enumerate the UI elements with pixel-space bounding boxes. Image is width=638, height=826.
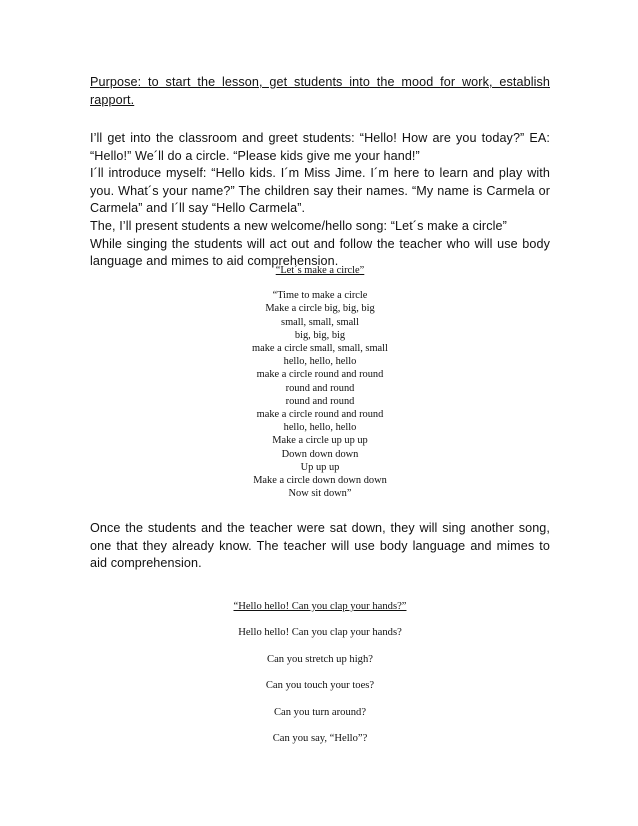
song-line: round and round bbox=[285, 382, 355, 394]
lesson-intro bbox=[90, 130, 550, 271]
song-line: Up up up bbox=[300, 461, 340, 473]
song-line: make a circle round and round bbox=[256, 409, 384, 421]
song-line: Hello hello! Can you clap your hands? bbox=[238, 627, 402, 638]
purpose-statement: Purpose: to start the lesson, get students into the mood for work, establish rapport. bbox=[90, 75, 550, 107]
song-line: round and round bbox=[285, 395, 355, 407]
intro-paragraph: While singing the students will act out and follow the teacher who will use body language and mimes to aid comprehension. bbox=[90, 236, 550, 269]
song-line: Can you touch your toes? bbox=[265, 680, 375, 692]
song-line: Down down down bbox=[281, 448, 359, 460]
song-line: make a circle small, small, small bbox=[252, 343, 388, 355]
follow-up-paragraph: Once the students and the teacher were sat down, they will sing another song, one that they already know. The teacher will use body language and mimes to aid comprehension. bbox=[90, 521, 550, 571]
song-line: small, small, small bbox=[281, 316, 359, 328]
song-title: “Hello hello! Can you clap your hands?” bbox=[233, 601, 407, 612]
intro-paragraph: The, I’ll present students a new welcome/hello song: “Let´s make a circle” bbox=[90, 218, 507, 233]
song-line: Can you turn around? bbox=[273, 706, 367, 718]
song-line: Can you stretch up high? bbox=[267, 653, 373, 665]
intro-paragraph: I’ll get into the classroom and greet students: “Hello! How are you today?” EA: “Hello!” We´ll do a circle. “Please kids give me your hand!” bbox=[90, 131, 550, 163]
song-line: Now sit down” bbox=[288, 488, 352, 500]
song-line: Make a circle up up up bbox=[272, 435, 368, 447]
song-line: hello, hello, hello bbox=[283, 422, 357, 434]
song-line: make a circle round and round bbox=[256, 369, 384, 381]
song-line: hello, hello, hello bbox=[283, 356, 357, 368]
song-line: Can you say, “Hello”? bbox=[272, 733, 368, 745]
song-title: “Let´s make a circle” bbox=[275, 265, 365, 276]
intro-paragraph: I´ll introduce myself: “Hello kids. I´m Miss Jime. I´m here to learn and play with you. What´s your name?” The children say their names. “My name is Carmela or Carmela” and I´ll say “Hello Carmela”. bbox=[90, 166, 550, 216]
song-line: Make a circle big, big, big bbox=[265, 303, 375, 315]
song-line: Make a circle down down down bbox=[253, 475, 387, 487]
song-line: big, big, big bbox=[294, 329, 346, 341]
song-line: “Time to make a circle bbox=[272, 290, 368, 302]
song-lets-make-a-circle bbox=[210, 264, 430, 500]
song-hello-hello bbox=[180, 600, 460, 759]
